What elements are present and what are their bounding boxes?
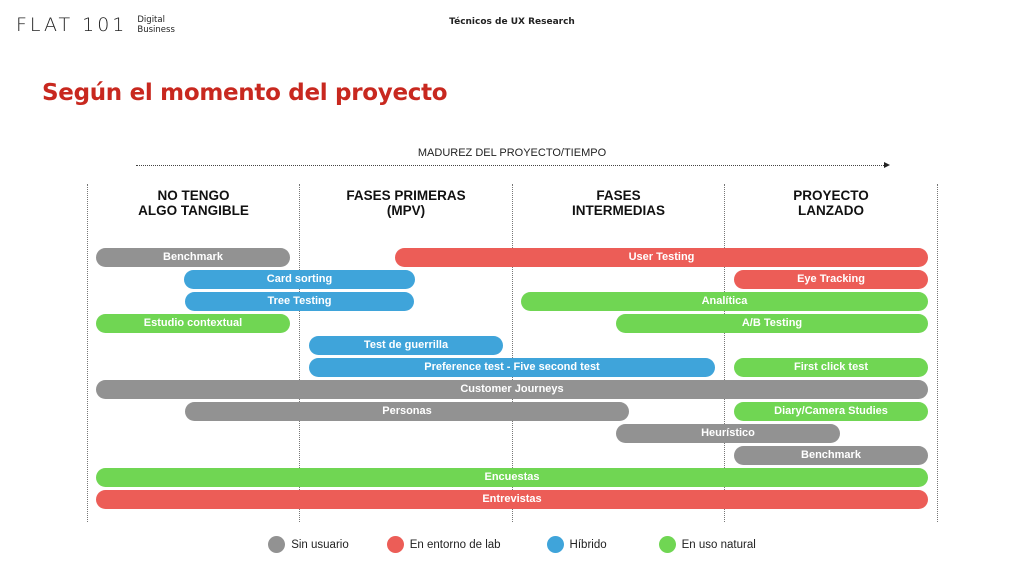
legend-item-natural bbox=[659, 536, 756, 553]
phase-header-no-tangible bbox=[88, 188, 299, 218]
technique-bar: Benchmark bbox=[734, 446, 928, 465]
document-title-text: Técnicos de UX Research bbox=[449, 17, 575, 27]
phase-line: FASES PRIMERAS bbox=[346, 188, 466, 203]
technique-bar: Heurístico bbox=[616, 424, 840, 443]
logo-wordmark: FLAT 101 bbox=[16, 14, 128, 36]
technique-bar: Tree Testing bbox=[185, 292, 414, 311]
document-title bbox=[0, 17, 1024, 27]
legend bbox=[0, 536, 1024, 553]
phase-line: ALGO TANGIBLE bbox=[138, 203, 249, 218]
phase-header-lanzado bbox=[725, 188, 937, 218]
circle-icon bbox=[659, 536, 676, 553]
phase-line: FASES bbox=[596, 188, 641, 203]
technique-bar: Entrevistas bbox=[96, 490, 928, 509]
phase-line: INTERMEDIAS bbox=[571, 203, 665, 218]
axis-dotted-line bbox=[136, 165, 884, 166]
page-title: Según el momento del proyecto bbox=[42, 80, 448, 106]
logo-tagline-line2: Business bbox=[137, 25, 175, 35]
axis-label: MADUREZ DEL PROYECTO/TIEMPO bbox=[417, 147, 607, 159]
technique-bar: A/B Testing bbox=[616, 314, 928, 333]
technique-bar: First click test bbox=[734, 358, 928, 377]
technique-bar: Eye Tracking bbox=[734, 270, 928, 289]
legend-item-sin-usuario bbox=[268, 536, 349, 553]
technique-bar: Encuestas bbox=[96, 468, 928, 487]
circle-icon bbox=[387, 536, 404, 553]
legend-item-lab bbox=[387, 536, 501, 553]
technique-bar: Customer Journeys bbox=[96, 380, 928, 399]
circle-icon bbox=[547, 536, 564, 553]
phase-line: PROYECTO bbox=[793, 188, 869, 203]
technique-bar: User Testing bbox=[395, 248, 928, 267]
arrow-right-icon bbox=[884, 162, 890, 168]
logo-tagline-line1: Digital bbox=[137, 15, 165, 25]
legend-item-hibrido bbox=[547, 536, 607, 553]
phase-header-intermedias bbox=[513, 188, 724, 218]
technique-bar: Estudio contextual bbox=[96, 314, 290, 333]
technique-bar: Preference test - Five second test bbox=[309, 358, 715, 377]
phase-divider bbox=[87, 184, 88, 522]
phase-line: LANZADO bbox=[798, 203, 864, 218]
technique-bar: Benchmark bbox=[96, 248, 290, 267]
phase-line: (MPV) bbox=[386, 203, 426, 218]
technique-bar: Card sorting bbox=[184, 270, 415, 289]
legend-label: En entorno de lab bbox=[409, 538, 501, 551]
phase-line: NO TENGO bbox=[157, 188, 230, 203]
phase-divider bbox=[937, 184, 938, 522]
legend-label: En uso natural bbox=[681, 538, 756, 551]
technique-bar: Analítica bbox=[521, 292, 928, 311]
legend-label: Sin usuario bbox=[291, 538, 349, 551]
technique-bar: Personas bbox=[185, 402, 629, 421]
phase-header-primeras bbox=[300, 188, 512, 218]
technique-bar: Diary/Camera Studies bbox=[734, 402, 928, 421]
circle-icon bbox=[268, 536, 285, 553]
legend-label: Híbrido bbox=[569, 538, 607, 551]
technique-bar: Test de guerrilla bbox=[309, 336, 503, 355]
